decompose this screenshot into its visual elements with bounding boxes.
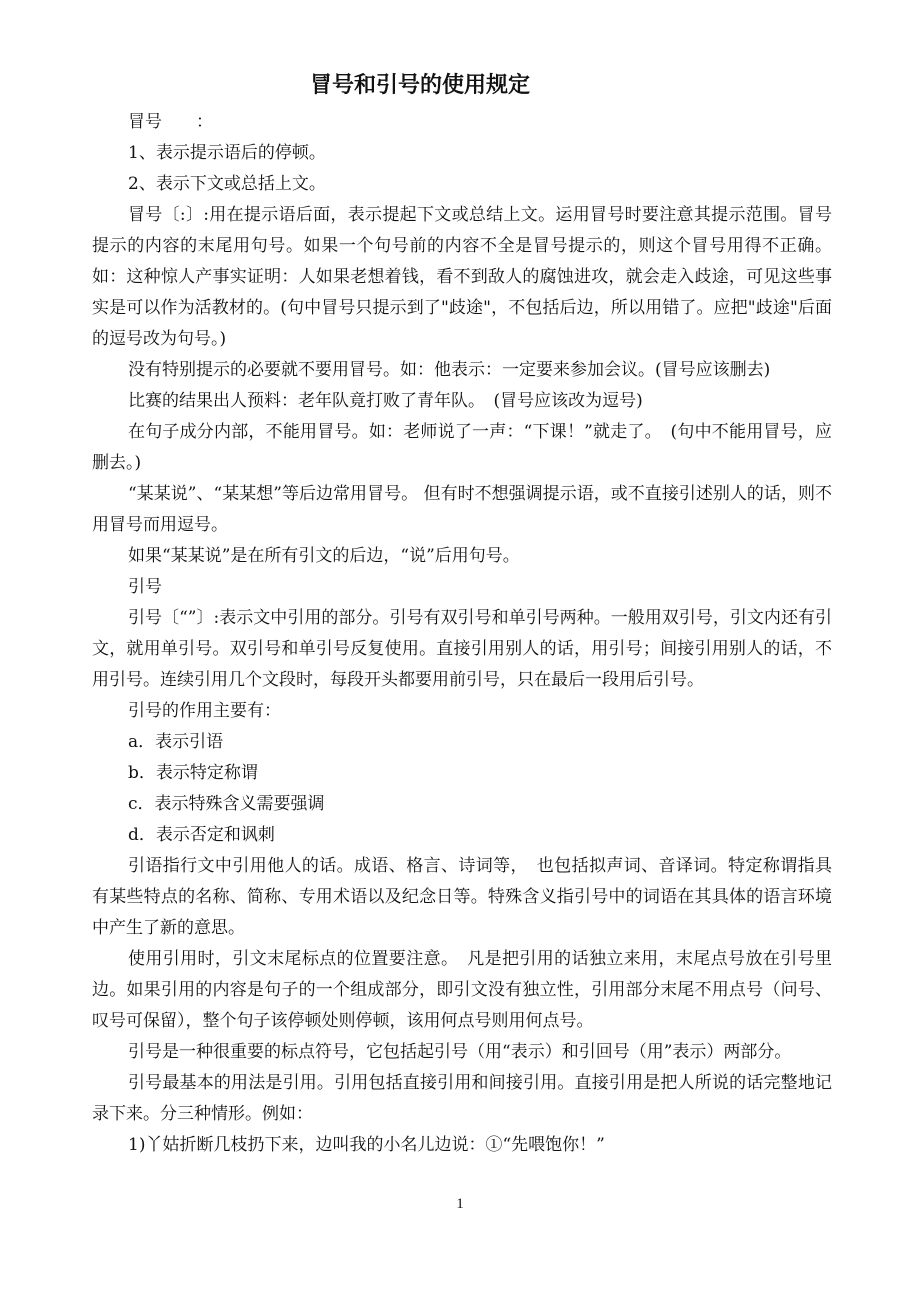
section-heading: 引号 xyxy=(128,577,162,597)
paragraph: 引号是一种很重要的标点符号，它包括起引号（用“表示）和引回号（用”表示）两部分。 xyxy=(128,1042,792,1062)
list-item: c．表示特殊含义需要强调 xyxy=(128,794,325,814)
paragraph: 如果“某某说”是在所有引文的后边，“说”后用句号。 xyxy=(128,546,520,566)
page-number: 1 xyxy=(456,1196,464,1212)
document-body xyxy=(92,107,832,1161)
paragraph: 引号〔“”〕:表示文中引用的部分。引号有双引号和单引号两种。一般用双引号，引文内还有引文，就用单引号。双引号和单引号反复使用。直接引用别人的话，用引号；间接引用别人的话，不用引号。连续引用几个文段时，每段开头都要用前引号，只在最后一段用后引号。 xyxy=(92,608,832,690)
list-item: b．表示特定称谓 xyxy=(128,763,258,783)
paragraph: 冒号 ： xyxy=(128,112,213,132)
paragraph: 引号的作用主要有： xyxy=(128,701,281,721)
paragraph: 使用引用时，引文末尾标点的位置要注意。 凡是把引用的话独立来用，末尾点号放在引号里边。如果引用的内容是句子的一个组成部分，即引文没有独立性，引用部分末尾不用点号（问号、叹号可保留），整个句子该停顿处则停顿，该用何点号则用何点号。 xyxy=(92,949,832,1031)
paragraph: 没有特别提示的必要就不要用冒号。如：他表示：一定要来参加会议。(冒号应该删去) xyxy=(128,360,771,380)
document-title: 冒号和引号的使用规定 xyxy=(309,73,530,98)
paragraph: 引语指行文中引用他人的话。成语、格言、诗词等， 也包括拟声词、音译词。特定称谓指具有某些特点的名称、简称、专用术语以及纪念日等。特殊含义指引号中的词语在其具体的语言环境中产生了新的意思。 xyxy=(92,856,832,938)
paragraph: 引号最基本的用法是引用。引用包括直接引用和间接引用。直接引用是把人所说的话完整地记录下来。分三种情形。例如： xyxy=(92,1073,832,1124)
paragraph: 在句子成分内部，不能用冒号。如：老师说了一声：“下课！”就走了。 (句中不能用冒号，应删去。) xyxy=(92,422,832,473)
paragraph: 1)丫姑折断几枝扔下来，边叫我的小名儿边说：①“先喂饱你！” xyxy=(128,1135,605,1155)
list-item: d．表示否定和讽刺 xyxy=(128,825,275,845)
paragraph: 冒号〔:〕:用在提示语后面，表示提起下文或总结上文。运用冒号时要注意其提示范围。冒号提示的内容的末尾用句号。如果一个句号前的内容不全是冒号提示的，则这个冒号用得不正确。如：这种惊人产事实证明：人如果老想着钱，看不到敌人的腐蚀进攻，就会走入歧途，可见这些事实是可以作为活教材的。(句中冒号只提示到了"歧途"，不包括后边，所以用错了。应把"歧途"后面的逗号改为句号。) xyxy=(92,205,832,349)
paragraph: 2、表示下文或总括上文。 xyxy=(128,174,326,194)
paragraph: 1、表示提示语后的停顿。 xyxy=(128,143,326,163)
paragraph: “某某说”、“某某想”等后边常用冒号。 但有时不想强调提示语，或不直接引述别人的话，则不用冒号而用逗号。 xyxy=(92,484,832,535)
list-item: a．表示引语 xyxy=(128,732,224,752)
paragraph: 比赛的结果出人预料：老年队竟打败了青年队。 (冒号应该改为逗号) xyxy=(128,391,643,411)
